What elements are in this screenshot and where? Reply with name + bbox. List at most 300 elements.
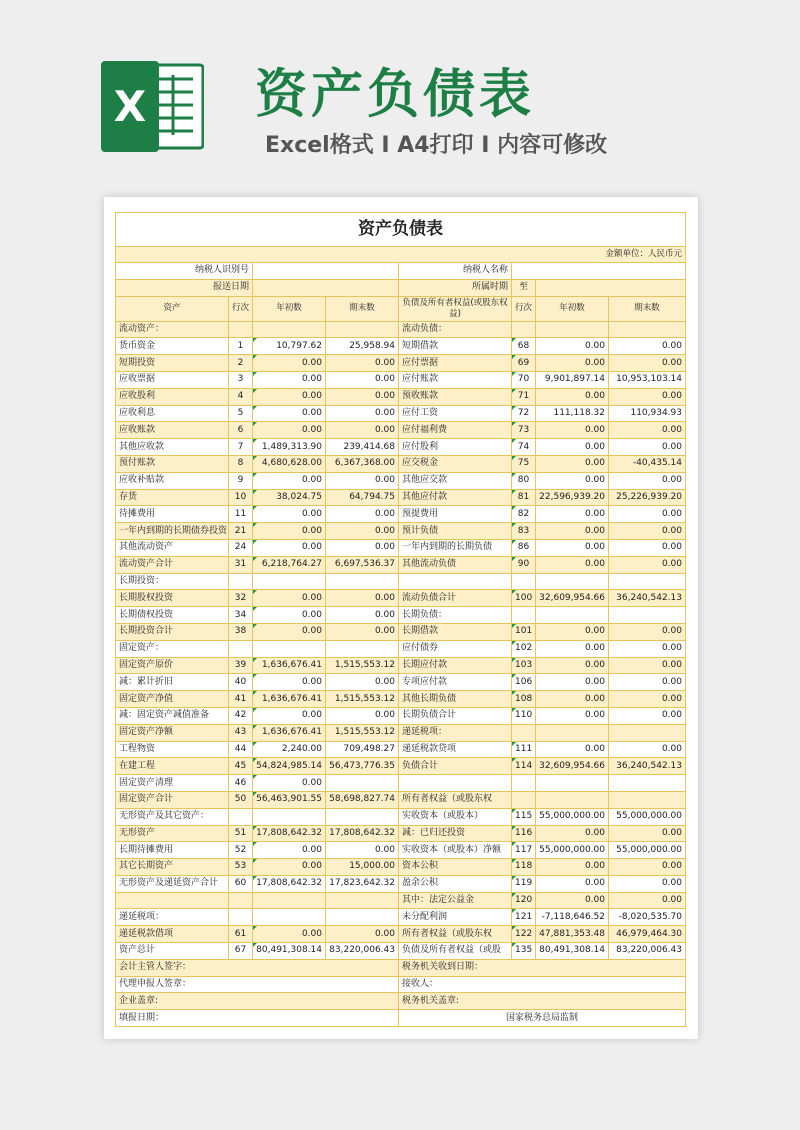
asset-name: 短期投资 <box>116 355 229 372</box>
liability-end[interactable]: 0.00 <box>609 388 686 405</box>
liability-name: 应付账款 <box>399 371 512 388</box>
liability-line-no[interactable]: 72 <box>512 405 536 422</box>
liability-end[interactable] <box>609 791 686 808</box>
liability-line-no[interactable]: 69 <box>512 355 536 372</box>
liability-end[interactable]: 0.00 <box>609 506 686 523</box>
asset-line-no[interactable]: 67 <box>229 943 253 960</box>
asset-line-no[interactable]: 43 <box>229 724 253 741</box>
liability-line-no[interactable]: 115 <box>512 808 536 825</box>
table-row <box>116 707 686 724</box>
liability-begin[interactable]: 32,609,954.66 <box>536 590 609 607</box>
asset-name <box>116 892 229 909</box>
asset-end[interactable]: 64,794.75 <box>326 489 399 506</box>
asset-name: 无形资产及其它资产： <box>116 808 229 825</box>
liability-begin[interactable]: 0.00 <box>536 556 609 573</box>
asset-end[interactable]: 0.00 <box>326 926 399 943</box>
liability-line-no[interactable]: 116 <box>512 825 536 842</box>
liability-end[interactable]: -8,020,535.70 <box>609 909 686 926</box>
liability-name: 预计负债 <box>399 523 512 540</box>
liability-begin[interactable]: 0.00 <box>536 455 609 472</box>
asset-begin[interactable]: 38,024.75 <box>253 489 326 506</box>
asset-begin[interactable]: 0.00 <box>253 422 326 439</box>
liability-begin[interactable] <box>536 775 609 792</box>
liability-line-no[interactable]: 68 <box>512 338 536 355</box>
asset-line-no[interactable]: 24 <box>229 539 253 556</box>
asset-begin[interactable]: 0.00 <box>253 775 326 792</box>
liability-begin[interactable] <box>536 724 609 741</box>
asset-end[interactable]: 17,823,642.32 <box>326 875 399 892</box>
asset-begin[interactable] <box>253 808 326 825</box>
asset-end[interactable]: 0.00 <box>326 388 399 405</box>
asset-end[interactable] <box>326 892 399 909</box>
liability-line-no[interactable]: 122 <box>512 926 536 943</box>
liability-end[interactable]: 0.00 <box>609 691 686 708</box>
liability-line-no[interactable]: 86 <box>512 539 536 556</box>
liability-begin[interactable]: 0.00 <box>536 623 609 640</box>
asset-line-no[interactable] <box>229 909 253 926</box>
liability-end[interactable] <box>609 607 686 624</box>
liability-begin[interactable]: 111,118.32 <box>536 405 609 422</box>
liability-end[interactable]: 110,934.93 <box>609 405 686 422</box>
liability-name: 短期借款 <box>399 338 512 355</box>
asset-line-no[interactable]: 40 <box>229 674 253 691</box>
liability-name: 其他应交款 <box>399 472 512 489</box>
liability-begin[interactable] <box>536 321 609 338</box>
asset-begin[interactable]: 10,797.62 <box>253 338 326 355</box>
liability-begin[interactable]: 0.00 <box>536 388 609 405</box>
asset-end[interactable] <box>326 808 399 825</box>
liability-line-no[interactable]: 111 <box>512 741 536 758</box>
table-row <box>116 455 686 472</box>
asset-end[interactable]: 56,473,776.35 <box>326 758 399 775</box>
asset-begin[interactable]: 1,636,676.41 <box>253 657 326 674</box>
liability-begin[interactable]: 0.00 <box>536 875 609 892</box>
liability-line-no[interactable]: 82 <box>512 506 536 523</box>
asset-begin[interactable]: 17,808,642.32 <box>253 875 326 892</box>
liability-end[interactable]: 0.00 <box>609 892 686 909</box>
asset-line-no[interactable]: 31 <box>229 556 253 573</box>
asset-begin[interactable]: 6,218,764.27 <box>253 556 326 573</box>
asset-end[interactable]: 15,000.00 <box>326 859 399 876</box>
liability-line-no[interactable]: 108 <box>512 691 536 708</box>
liability-name: 应付福利费 <box>399 422 512 439</box>
asset-end[interactable]: 709,498.27 <box>326 741 399 758</box>
liability-begin[interactable]: 0.00 <box>536 355 609 372</box>
asset-line-no[interactable]: 5 <box>229 405 253 422</box>
asset-begin[interactable] <box>253 892 326 909</box>
liability-begin[interactable] <box>536 791 609 808</box>
liability-end[interactable]: 0.00 <box>609 539 686 556</box>
asset-line-no[interactable]: 44 <box>229 741 253 758</box>
liability-line-no[interactable]: 101 <box>512 623 536 640</box>
asset-line-no[interactable] <box>229 640 253 657</box>
liability-end[interactable]: 0.00 <box>609 875 686 892</box>
asset-begin[interactable]: 0.00 <box>253 607 326 624</box>
liability-line-no[interactable]: 90 <box>512 556 536 573</box>
liability-line-no[interactable] <box>512 573 536 590</box>
asset-name: 其它长期资产 <box>116 859 229 876</box>
liability-end[interactable]: 0.00 <box>609 338 686 355</box>
liability-begin[interactable]: 47,881,353.48 <box>536 926 609 943</box>
liability-end[interactable]: 36,240,542.13 <box>609 758 686 775</box>
liability-end[interactable]: 0.00 <box>609 674 686 691</box>
asset-line-no[interactable]: 7 <box>229 439 253 456</box>
asset-end[interactable] <box>326 775 399 792</box>
asset-name: 预付账款 <box>116 455 229 472</box>
liability-begin[interactable]: 0.00 <box>536 472 609 489</box>
asset-end[interactable]: 83,220,006.43 <box>326 943 399 960</box>
asset-begin[interactable] <box>253 321 326 338</box>
asset-begin[interactable]: 54,824,985.14 <box>253 758 326 775</box>
liability-begin[interactable]: 0.00 <box>536 523 609 540</box>
asset-end[interactable]: 0.00 <box>326 355 399 372</box>
liability-name: 负债合计 <box>399 758 512 775</box>
liability-end[interactable]: 0.00 <box>609 439 686 456</box>
asset-end[interactable]: 1,515,553.12 <box>326 691 399 708</box>
asset-name: 递延税项： <box>116 909 229 926</box>
asset-begin[interactable]: 0.00 <box>253 506 326 523</box>
asset-line-no[interactable]: 38 <box>229 623 253 640</box>
asset-line-no[interactable]: 3 <box>229 371 253 388</box>
liability-end[interactable]: 0.00 <box>609 657 686 674</box>
asset-begin[interactable]: 0.00 <box>253 523 326 540</box>
col-end: 期末数 <box>326 296 399 321</box>
liability-line-no[interactable]: 80 <box>512 472 536 489</box>
liability-begin[interactable]: 0.00 <box>536 338 609 355</box>
asset-line-no[interactable]: 10 <box>229 489 253 506</box>
asset-end[interactable]: 0.00 <box>326 371 399 388</box>
liability-begin[interactable]: 55,000,000.00 <box>536 808 609 825</box>
asset-end[interactable]: 25,958.94 <box>326 338 399 355</box>
asset-end[interactable]: 0.00 <box>326 405 399 422</box>
fill-date[interactable]: 填报日期： <box>116 1010 399 1027</box>
asset-begin[interactable]: 1,489,313.90 <box>253 439 326 456</box>
liability-line-no[interactable] <box>512 321 536 338</box>
liability-line-no[interactable]: 120 <box>512 892 536 909</box>
liability-line-no[interactable]: 100 <box>512 590 536 607</box>
table-row <box>116 724 686 741</box>
footer-row-1 <box>116 959 686 976</box>
liability-begin[interactable]: 0.00 <box>536 892 609 909</box>
receiver[interactable]: 接收人： <box>399 976 686 993</box>
asset-line-no[interactable]: 45 <box>229 758 253 775</box>
asset-end[interactable]: 0.00 <box>326 842 399 859</box>
liability-begin[interactable]: 0.00 <box>536 691 609 708</box>
liability-line-no[interactable]: 83 <box>512 523 536 540</box>
report-date-field[interactable] <box>253 279 399 296</box>
liability-begin[interactable]: 0.00 <box>536 640 609 657</box>
excel-logo-icon <box>101 61 204 152</box>
liability-begin[interactable]: 22,596,939.20 <box>536 489 609 506</box>
liability-begin[interactable]: 0.00 <box>536 707 609 724</box>
asset-begin[interactable]: 1,636,676.41 <box>253 691 326 708</box>
liability-begin[interactable]: 9,901,897.14 <box>536 371 609 388</box>
liability-end[interactable]: 25,226,939.20 <box>609 489 686 506</box>
asset-begin[interactable]: 0.00 <box>253 859 326 876</box>
liability-end[interactable]: 0.00 <box>609 741 686 758</box>
asset-line-no[interactable]: 60 <box>229 875 253 892</box>
asset-begin[interactable]: 0.00 <box>253 674 326 691</box>
asset-name: 存货 <box>116 489 229 506</box>
asset-line-no[interactable]: 51 <box>229 825 253 842</box>
asset-begin[interactable]: 0.00 <box>253 707 326 724</box>
liability-end[interactable]: 0.00 <box>609 523 686 540</box>
liability-line-no[interactable]: 102 <box>512 640 536 657</box>
asset-begin[interactable]: 0.00 <box>253 405 326 422</box>
company-seal[interactable]: 企业盖章: <box>116 993 399 1010</box>
liability-begin[interactable]: 0.00 <box>536 506 609 523</box>
asset-begin[interactable]: 0.00 <box>253 355 326 372</box>
liability-begin[interactable]: 0.00 <box>536 422 609 439</box>
liability-end[interactable]: 0.00 <box>609 707 686 724</box>
asset-begin[interactable] <box>253 640 326 657</box>
liability-line-no[interactable]: 121 <box>512 909 536 926</box>
asset-name: 固定资产净值 <box>116 691 229 708</box>
asset-name: 其他应收款 <box>116 439 229 456</box>
accountant-sign[interactable]: 会计主管人签字： <box>116 959 399 976</box>
table-row <box>116 808 686 825</box>
asset-begin[interactable]: 0.00 <box>253 842 326 859</box>
logo-letter: X <box>113 82 147 131</box>
liability-line-no[interactable]: 74 <box>512 439 536 456</box>
liability-begin[interactable] <box>536 573 609 590</box>
asset-name: 固定资产原价 <box>116 657 229 674</box>
liability-name: 盈余公积 <box>399 875 512 892</box>
table-row <box>116 892 686 909</box>
liability-end[interactable]: 83,220,006.43 <box>609 943 686 960</box>
liability-line-no[interactable] <box>512 607 536 624</box>
liability-end[interactable]: 0.00 <box>609 472 686 489</box>
asset-name: 待摊费用 <box>116 506 229 523</box>
asset-begin[interactable] <box>253 573 326 590</box>
asset-line-no[interactable] <box>229 892 253 909</box>
liability-end[interactable]: 0.00 <box>609 859 686 876</box>
asset-begin[interactable]: 1,636,676.41 <box>253 724 326 741</box>
asset-begin[interactable]: 0.00 <box>253 590 326 607</box>
footer-row-4 <box>116 1010 686 1027</box>
unit-label: 金额单位：人民币元 <box>116 247 686 263</box>
asset-begin[interactable]: 17,808,642.32 <box>253 825 326 842</box>
liability-end[interactable] <box>609 321 686 338</box>
table-row <box>116 943 686 960</box>
period-field[interactable] <box>536 279 686 296</box>
asset-end[interactable] <box>326 640 399 657</box>
liability-name <box>399 573 512 590</box>
liability-end[interactable]: 36,240,542.13 <box>609 590 686 607</box>
asset-line-no[interactable]: 9 <box>229 472 253 489</box>
liability-line-no[interactable]: 70 <box>512 371 536 388</box>
asset-begin[interactable]: 0.00 <box>253 623 326 640</box>
liability-end[interactable] <box>609 724 686 741</box>
spreadsheet-page <box>104 197 698 1039</box>
liability-end[interactable]: 55,000,000.00 <box>609 808 686 825</box>
table-row <box>116 791 686 808</box>
liability-end[interactable]: 0.00 <box>609 422 686 439</box>
asset-line-no[interactable]: 4 <box>229 388 253 405</box>
asset-end[interactable]: 239,414.68 <box>326 439 399 456</box>
table-row <box>116 607 686 624</box>
liability-begin[interactable]: 0.00 <box>536 539 609 556</box>
liability-begin[interactable]: 0.00 <box>536 859 609 876</box>
asset-line-no[interactable]: 8 <box>229 455 253 472</box>
table-row <box>116 909 686 926</box>
footer-row-2 <box>116 976 686 993</box>
asset-name: 无形资产 <box>116 825 229 842</box>
asset-end[interactable]: 0.00 <box>326 674 399 691</box>
liability-begin[interactable]: 0.00 <box>536 657 609 674</box>
liability-name: 减：已归还投资 <box>399 825 512 842</box>
asset-end[interactable]: 0.00 <box>326 590 399 607</box>
asset-begin[interactable]: 4,680,628.00 <box>253 455 326 472</box>
liability-name: 应付票据 <box>399 355 512 372</box>
asset-line-no[interactable]: 53 <box>229 859 253 876</box>
asset-line-no[interactable]: 42 <box>229 707 253 724</box>
period-label: 所属时期 <box>399 279 512 296</box>
banner <box>0 0 800 190</box>
table-row <box>116 842 686 859</box>
asset-begin[interactable]: 80,491,308.14 <box>253 943 326 960</box>
liability-line-no[interactable]: 81 <box>512 489 536 506</box>
liability-line-no[interactable]: 114 <box>512 758 536 775</box>
asset-end[interactable]: 0.00 <box>326 422 399 439</box>
liability-end[interactable]: 0.00 <box>609 355 686 372</box>
liability-line-no[interactable] <box>512 791 536 808</box>
asset-line-no[interactable]: 21 <box>229 523 253 540</box>
agent-sign[interactable]: 代理申报人签章： <box>116 976 399 993</box>
liability-line-no[interactable]: 118 <box>512 859 536 876</box>
asset-begin[interactable]: 0.00 <box>253 472 326 489</box>
liability-end[interactable]: 0.00 <box>609 623 686 640</box>
liability-begin[interactable]: 0.00 <box>536 741 609 758</box>
asset-line-no[interactable] <box>229 321 253 338</box>
asset-end[interactable]: 0.00 <box>326 506 399 523</box>
col-begin: 年初数 <box>253 296 326 321</box>
asset-end[interactable] <box>326 909 399 926</box>
liability-begin[interactable]: 0.00 <box>536 825 609 842</box>
liability-name: 资本公积 <box>399 859 512 876</box>
asset-end[interactable]: 0.00 <box>326 707 399 724</box>
liability-begin[interactable]: 32,609,954.66 <box>536 758 609 775</box>
asset-line-no[interactable]: 39 <box>229 657 253 674</box>
asset-end[interactable]: 1,515,553.12 <box>326 657 399 674</box>
asset-name: 其他流动资产 <box>116 539 229 556</box>
asset-begin[interactable]: 0.00 <box>253 926 326 943</box>
asset-end[interactable]: 6,367,368.00 <box>326 455 399 472</box>
asset-line-no[interactable]: 50 <box>229 791 253 808</box>
liability-line-no[interactable] <box>512 775 536 792</box>
liability-line-no[interactable]: 73 <box>512 422 536 439</box>
table-row <box>116 859 686 876</box>
liability-line-no[interactable] <box>512 724 536 741</box>
asset-line-no[interactable]: 2 <box>229 355 253 372</box>
liability-line-no[interactable]: 135 <box>512 943 536 960</box>
liability-line-no[interactable]: 110 <box>512 707 536 724</box>
liability-begin[interactable] <box>536 607 609 624</box>
table-row <box>116 691 686 708</box>
liability-end[interactable]: 0.00 <box>609 556 686 573</box>
asset-end[interactable]: 0.00 <box>326 607 399 624</box>
table-row <box>116 741 686 758</box>
liability-name: 其中：法定公益金 <box>399 892 512 909</box>
sheet-title-row <box>116 213 686 247</box>
asset-line-no[interactable]: 32 <box>229 590 253 607</box>
asset-begin[interactable] <box>253 909 326 926</box>
asset-end[interactable] <box>326 321 399 338</box>
liability-name: 未分配利润 <box>399 909 512 926</box>
asset-begin[interactable]: 56,463,901.55 <box>253 791 326 808</box>
liability-begin[interactable]: 0.00 <box>536 439 609 456</box>
taxpayer-name-field[interactable] <box>512 263 686 280</box>
liability-name: 长期负债： <box>399 607 512 624</box>
asset-line-no[interactable]: 1 <box>229 338 253 355</box>
liability-name: 长期借款 <box>399 623 512 640</box>
asset-line-no[interactable] <box>229 573 253 590</box>
liability-end[interactable] <box>609 775 686 792</box>
liability-line-no[interactable]: 71 <box>512 388 536 405</box>
asset-line-no[interactable]: 11 <box>229 506 253 523</box>
liability-end[interactable]: 46,979,464.30 <box>609 926 686 943</box>
taxpayer-row <box>116 263 686 280</box>
table-row <box>116 489 686 506</box>
asset-line-no[interactable]: 34 <box>229 607 253 624</box>
liability-end[interactable] <box>609 573 686 590</box>
col-line-no: 行次 <box>229 296 253 321</box>
asset-end[interactable]: 0.00 <box>326 523 399 540</box>
asset-end[interactable]: 0.00 <box>326 472 399 489</box>
asset-begin[interactable]: 0.00 <box>253 539 326 556</box>
liability-line-no[interactable]: 103 <box>512 657 536 674</box>
tax-received-date[interactable]: 税务机关收到日期： <box>399 959 686 976</box>
liability-end[interactable]: 10,953,103.14 <box>609 371 686 388</box>
column-header-row <box>116 296 686 321</box>
liability-begin[interactable]: 0.00 <box>536 674 609 691</box>
liability-end[interactable]: 0.00 <box>609 640 686 657</box>
table-row <box>116 472 686 489</box>
asset-end[interactable]: 6,697,536.37 <box>326 556 399 573</box>
asset-begin[interactable]: 0.00 <box>253 388 326 405</box>
asset-line-no[interactable]: 6 <box>229 422 253 439</box>
asset-end[interactable] <box>326 573 399 590</box>
liability-end[interactable]: 0.00 <box>609 825 686 842</box>
liability-line-no[interactable]: 75 <box>512 455 536 472</box>
liability-begin[interactable]: 80,491,308.14 <box>536 943 609 960</box>
liability-end[interactable]: -40,435.14 <box>609 455 686 472</box>
liability-line-no[interactable]: 119 <box>512 875 536 892</box>
asset-line-no[interactable]: 41 <box>229 691 253 708</box>
asset-end[interactable]: 1,515,553.12 <box>326 724 399 741</box>
asset-end[interactable]: 0.00 <box>326 623 399 640</box>
table-row <box>116 674 686 691</box>
asset-line-no[interactable]: 46 <box>229 775 253 792</box>
asset-end[interactable]: 17,808,642.32 <box>326 825 399 842</box>
liability-end[interactable]: 55,000,000.00 <box>609 842 686 859</box>
liability-begin[interactable]: 55,000,000.00 <box>536 842 609 859</box>
liability-begin[interactable]: -7,118,646.52 <box>536 909 609 926</box>
asset-line-no[interactable]: 52 <box>229 842 253 859</box>
asset-name: 资产总计 <box>116 943 229 960</box>
liability-line-no[interactable]: 117 <box>512 842 536 859</box>
table-row <box>116 422 686 439</box>
asset-line-no[interactable] <box>229 808 253 825</box>
asset-end[interactable]: 0.00 <box>326 539 399 556</box>
liability-line-no[interactable]: 106 <box>512 674 536 691</box>
asset-begin[interactable]: 2,240.00 <box>253 741 326 758</box>
asset-end[interactable]: 58,698,827.74 <box>326 791 399 808</box>
taxpayer-id-field[interactable] <box>253 263 399 280</box>
tax-office-seal[interactable]: 税务机关盖章: <box>399 993 686 1010</box>
asset-begin[interactable]: 0.00 <box>253 371 326 388</box>
asset-line-no[interactable]: 61 <box>229 926 253 943</box>
